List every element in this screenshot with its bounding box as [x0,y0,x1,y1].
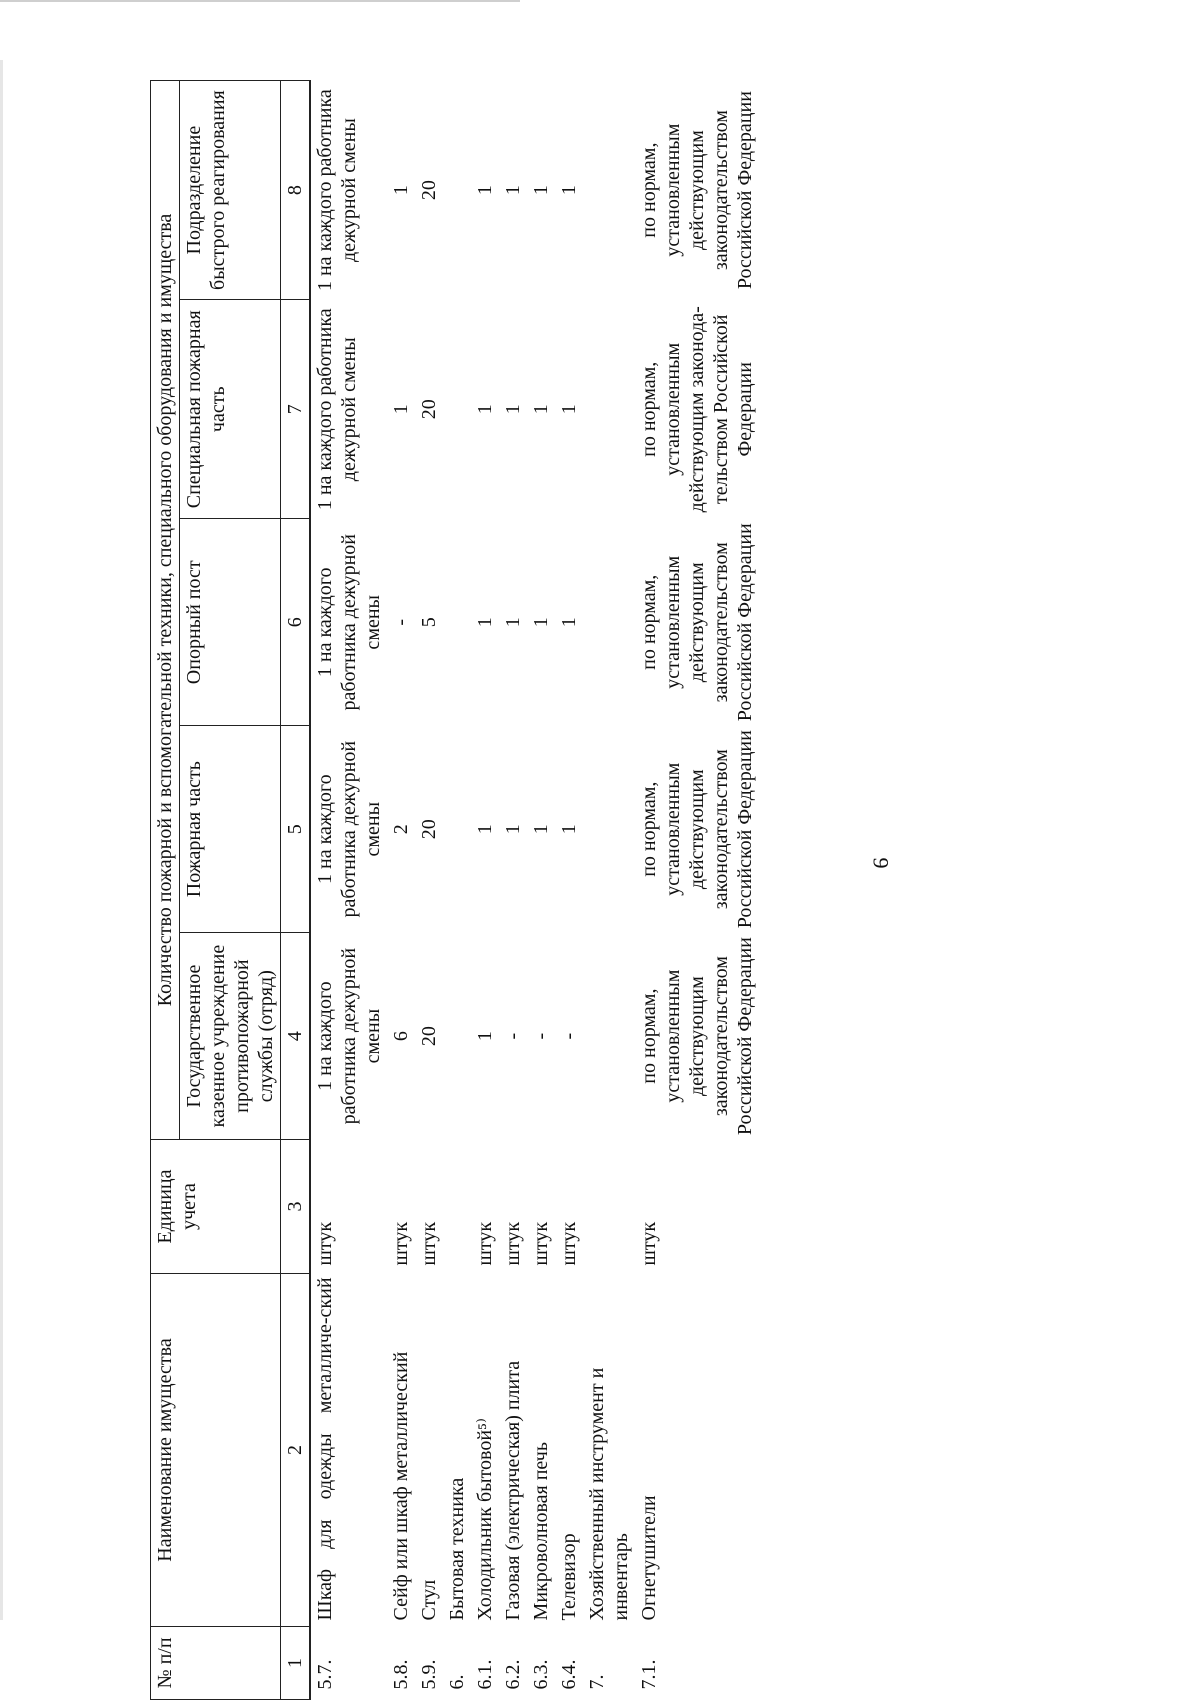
value-col5: 1 [530,824,552,835]
header-unit: Единица учета [151,1140,281,1274]
item-name: Огнетушители [638,1495,660,1621]
table-row [387,81,415,1700]
row-number: 5.8. [390,1659,412,1690]
column-number: 3 [281,1140,311,1274]
item-name: Холодильник бытовой⁵⁾ [474,1418,496,1621]
column-number: 2 [281,1273,311,1626]
row-number: 7.1. [638,1659,660,1690]
value-col8: по нормам, установленным действующим законодательством Российской Федерации [638,91,756,290]
table-row [499,81,527,1700]
value-col8: 1 [558,185,580,196]
column-number: 5 [281,726,311,933]
row-number: 6.4. [558,1659,580,1690]
value-col8: 1 [474,185,496,196]
page-number: 9 [868,857,894,869]
value-col6: 1 на каждого работника дежурной смены [314,534,384,711]
value-col4: - [502,1032,524,1040]
value-col4 [443,933,471,1140]
value-col8: 1 [390,185,412,196]
item-unit: штук [390,1221,412,1266]
table-row [471,81,499,1700]
header-name: Наименование имущества [151,1273,281,1626]
item-name: Стул [418,1579,440,1621]
value-col4: 6 [390,1031,412,1042]
value-col4: - [530,1032,552,1040]
row-number: 5.7. [314,1659,336,1690]
row-number: 6.3. [530,1659,552,1690]
value-col6: по нормам, установленным действующим законодательством Российской Федерации [638,523,756,722]
value-col5 [583,726,635,933]
column-number: 1 [281,1626,311,1699]
value-col5 [443,726,471,933]
value-col7: 20 [418,399,440,420]
item-name: Бытовая техника [446,1477,468,1621]
item-name: Микроволновая печь [530,1442,552,1621]
header-col5: Пожарная часть [180,726,281,933]
column-number: 6 [281,519,311,726]
table-row [583,81,635,1700]
value-col4: - [558,1032,580,1040]
value-col5: 20 [418,819,440,840]
scan-artifact-edge [0,60,3,1620]
column-number: 7 [281,300,311,519]
table-row [415,81,443,1700]
value-col8: 1 [530,185,552,196]
value-col4: 1 на каждого работника дежурной смены [314,947,384,1125]
scan-artifact-top [0,0,520,2]
row-number: 6.1. [474,1659,496,1690]
header-col4: Государственное казенное учреждение противопожарной службы (отряд) [180,933,281,1140]
table-row [310,81,387,1700]
value-col4 [583,933,635,1140]
header-col7: Специальная пожарная часть [180,300,281,519]
item-unit: штук [314,1221,336,1266]
item-unit [583,1140,635,1274]
value-col6 [443,519,471,726]
item-unit: штук [418,1221,440,1266]
item-unit: штук [530,1221,552,1266]
item-name: Шкаф для одежды металличе-ский [314,1277,336,1621]
item-unit: штук [558,1221,580,1266]
value-col6: - [390,618,412,626]
value-col6 [583,519,635,726]
column-number: 4 [281,933,311,1140]
item-name: Газовая (электрическая) плита [502,1360,524,1621]
header-col6: Опорный пост [180,519,281,726]
item-name: Хозяйственный инструмент и инвентарь [586,1367,632,1621]
value-col6: 1 [530,617,552,628]
value-col8 [583,81,635,300]
value-col4: 20 [418,1026,440,1047]
column-number: 8 [281,81,311,300]
rotated-table-container [150,80,1070,1700]
table-row [527,81,555,1700]
column-number-row [281,81,311,1700]
value-col4: 1 [474,1031,496,1042]
value-col7: 1 [390,404,412,415]
item-name: Сейф или шкаф металлический [390,1351,412,1621]
value-col7: 1 [502,404,524,415]
value-col7: 1 на каждого работника дежурной смены [314,308,360,511]
value-col6: 1 [502,617,524,628]
value-col5: 1 [502,824,524,835]
item-unit: штук [638,1221,660,1266]
item-unit: штук [502,1221,524,1266]
item-name: Телевизор [558,1533,580,1621]
value-col6: 1 [474,617,496,628]
header-group: Количество пожарной и вспомогательной техники, специального оборудования и имущества [151,81,180,1140]
value-col5: 1 [474,824,496,835]
value-col7 [583,300,635,519]
value-col6: 5 [418,617,440,628]
item-unit: штук [474,1221,496,1266]
value-col8: 1 [502,185,524,196]
value-col5: по нормам, установленным действующим законодательством Российской Федерации [638,730,756,929]
row-number: 5.9. [418,1659,440,1690]
value-col7: 1 [558,404,580,415]
value-col8: 1 на каждого работника дежурной смены [314,89,360,292]
table-row [555,81,583,1700]
row-number: 6. [446,1674,468,1690]
value-col7: 1 [474,404,496,415]
value-col8 [443,81,471,300]
table-row [635,81,759,1700]
value-col7: 1 [530,404,552,415]
item-unit [443,1140,471,1274]
value-col4: по нормам, установленным действующим законодательством Российской Федерации [638,937,756,1136]
header-num: № п/п [151,1626,281,1699]
value-col7 [443,300,471,519]
value-col5: 1 на каждого работника дежурной смены [314,740,384,918]
row-number: 6.2. [502,1659,524,1690]
value-col7: по нормам, установленным действующим законода-тельством Российской Федерации [638,306,756,513]
equipment-table [150,80,759,1700]
row-number: 7. [586,1674,608,1690]
table-row [443,81,471,1700]
header-col8: Подразделение быстрого реагирования [180,81,281,300]
value-col5: 1 [558,824,580,835]
value-col5: 2 [390,824,412,835]
header-row-1 [151,81,180,1700]
value-col6: 1 [558,617,580,628]
value-col8: 20 [418,180,440,201]
